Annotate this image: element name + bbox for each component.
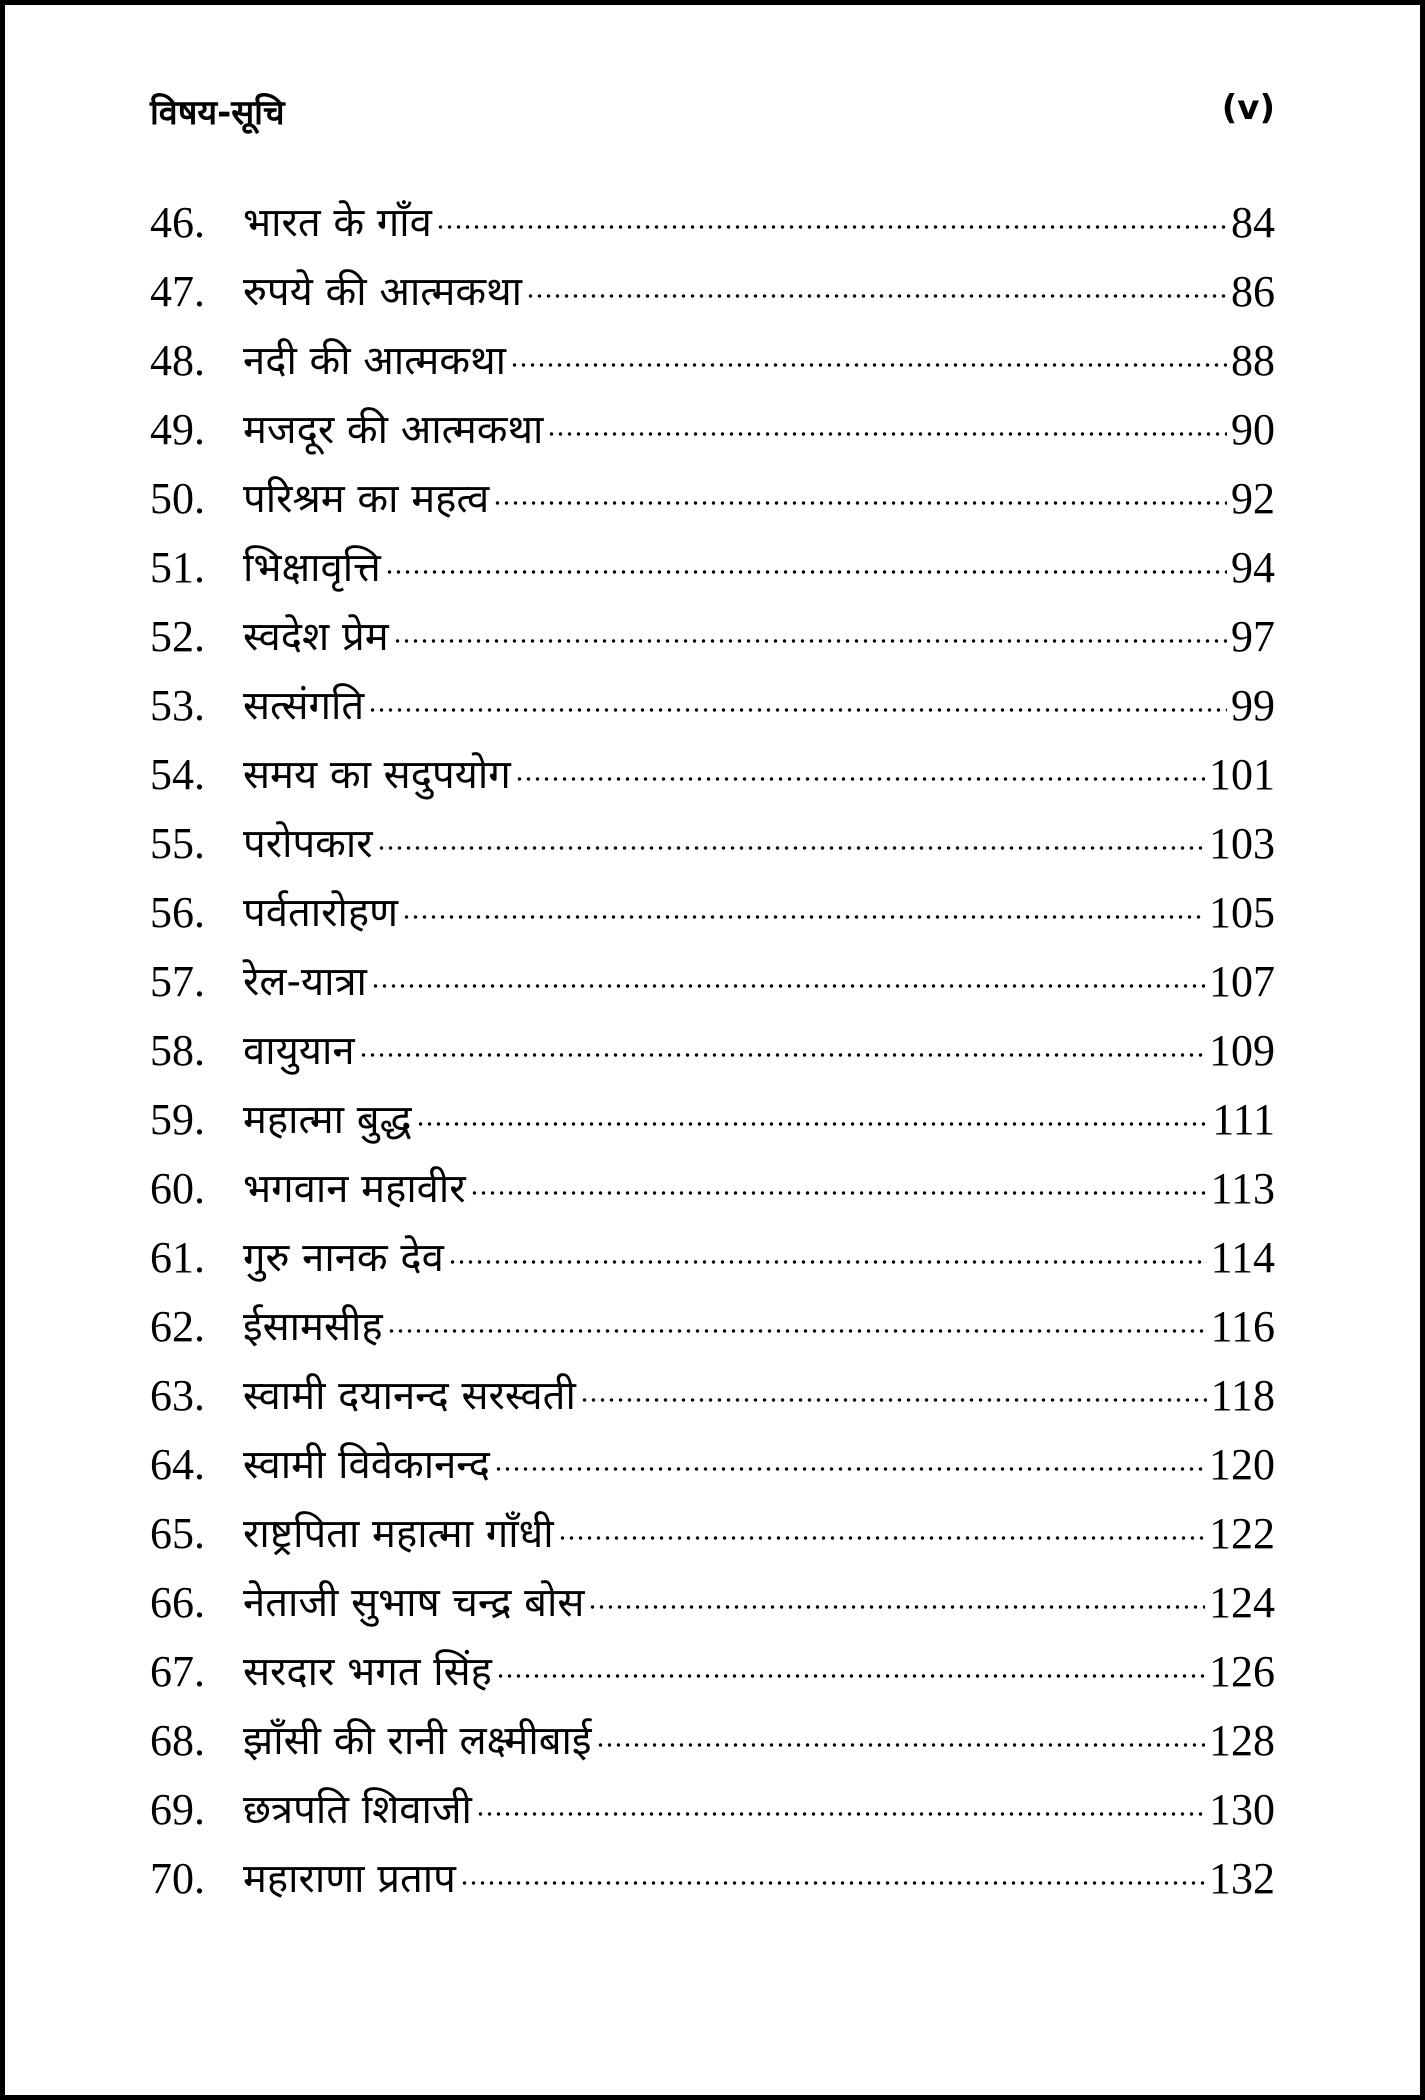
toc-entry-number: 58.: [150, 1025, 205, 1075]
dot-leader: [588, 1597, 1205, 1617]
toc-entry: [150, 1430, 1275, 1499]
toc-entry: [150, 1568, 1275, 1637]
toc-entry-title: रेल-यात्रा: [243, 958, 367, 1005]
toc-entry-title: गुरु नानक देव: [243, 1234, 444, 1281]
toc-entry-number: 57.: [150, 956, 205, 1006]
toc-entry: [150, 1775, 1275, 1844]
page-title: विषय-सूचि: [150, 93, 285, 133]
toc-entry-page: 92: [1231, 473, 1275, 523]
toc-entry-title: नदी की आत्मकथा: [243, 337, 506, 384]
toc-entry: [150, 809, 1275, 878]
toc-entry-page: 86: [1231, 266, 1275, 316]
toc-entry-page: 130: [1209, 1784, 1275, 1834]
toc-entry-title: परोपकार: [243, 820, 373, 867]
dot-leader: [377, 838, 1205, 858]
dot-leader: [387, 1321, 1207, 1341]
toc-entry-number: 50.: [150, 473, 205, 523]
toc-entry-page: 107: [1209, 956, 1275, 1006]
toc-entry-title: परिश्रम का महत्व: [243, 475, 490, 522]
toc-entry: [150, 1637, 1275, 1706]
toc-entry: [150, 1292, 1275, 1361]
dot-leader: [526, 286, 1227, 306]
toc-entry-number: 52.: [150, 611, 205, 661]
toc-entry-title: सरदार भगत सिंह: [243, 1648, 492, 1695]
dot-leader: [496, 1666, 1205, 1686]
toc-entry: [150, 1085, 1275, 1154]
toc-entry-page: 105: [1209, 887, 1275, 937]
toc-entry-page: 88: [1231, 335, 1275, 385]
toc-entry-title: वायुयान: [243, 1027, 355, 1074]
dot-leader: [476, 1804, 1205, 1824]
toc-entry-number: 60.: [150, 1163, 205, 1213]
toc-entry-page: 99: [1231, 680, 1275, 730]
toc-entry-title: सत्संगति: [243, 682, 365, 729]
dot-leader: [494, 1459, 1205, 1479]
toc-entry-title: स्वामी दयानन्द सरस्वती: [243, 1372, 576, 1419]
toc-entry-page: 103: [1209, 818, 1275, 868]
toc-entry-number: 66.: [150, 1577, 205, 1627]
toc-entry: [150, 326, 1275, 395]
toc-entry-title: महाराणा प्रताप: [243, 1855, 456, 1902]
toc-entry-number: 68.: [150, 1715, 205, 1765]
toc-entry-page: 111: [1212, 1094, 1275, 1144]
dot-leader: [385, 562, 1227, 582]
toc-entry-page: 113: [1210, 1163, 1275, 1213]
toc-entry-number: 47.: [150, 266, 205, 316]
toc-entry-page: 126: [1209, 1646, 1275, 1696]
toc-entry-page: 122: [1209, 1508, 1275, 1558]
page-header: [150, 80, 1275, 140]
toc-entry-title: समय का सदुपयोग: [243, 751, 511, 798]
toc-entry: [150, 533, 1275, 602]
toc-entry-title: रुपये की आत्मकथा: [243, 268, 523, 315]
dot-leader: [359, 1045, 1205, 1065]
toc-entry-title: भारत के गाँव: [243, 199, 432, 246]
toc-entry-page: 84: [1231, 197, 1275, 247]
toc-entry-number: 53.: [150, 680, 205, 730]
toc-entry-page: 132: [1209, 1853, 1275, 1903]
dot-leader: [558, 1528, 1205, 1548]
toc-entry-title: महात्मा बुद्ध: [243, 1096, 412, 1143]
dot-leader: [371, 976, 1205, 996]
toc-entry-title: राष्ट्रपिता महात्मा गाँधी: [243, 1510, 554, 1557]
toc-entry-page: 94: [1231, 542, 1275, 592]
toc-entry: [150, 1844, 1275, 1913]
toc-entry-number: 64.: [150, 1439, 205, 1489]
toc-entry-title: झाँसी की रानी लक्ष्मीबाई: [243, 1717, 592, 1764]
page-number: (v): [1221, 88, 1275, 128]
toc-entry-page: 128: [1209, 1715, 1275, 1765]
toc-entry-page: 109: [1209, 1025, 1275, 1075]
toc-entry-title: भगवान महावीर: [243, 1165, 466, 1212]
toc-entry: [150, 947, 1275, 1016]
toc-entry-number: 59.: [150, 1094, 205, 1144]
dot-leader: [510, 355, 1227, 375]
toc-entry-page: 124: [1209, 1577, 1275, 1627]
toc-entry: [150, 602, 1275, 671]
toc-entry-number: 67.: [150, 1646, 205, 1696]
toc-entry-number: 56.: [150, 887, 205, 937]
toc-entry: [150, 878, 1275, 947]
toc-entry-page: 97: [1231, 611, 1275, 661]
dot-leader: [515, 769, 1205, 789]
dot-leader: [470, 1183, 1207, 1203]
dot-leader: [460, 1873, 1205, 1893]
toc-entry-number: 65.: [150, 1508, 205, 1558]
toc-entry-number: 61.: [150, 1232, 205, 1282]
toc-entry: [150, 1361, 1275, 1430]
toc-entry: [150, 395, 1275, 464]
toc-entry-page: 116: [1210, 1301, 1275, 1351]
toc-entry-number: 70.: [150, 1853, 205, 1903]
toc-entry: [150, 671, 1275, 740]
dot-leader: [393, 631, 1227, 651]
toc-entry-title: ईसामसीह: [243, 1303, 383, 1350]
toc-entry-number: 69.: [150, 1784, 205, 1834]
toc-entry-page: 101: [1209, 749, 1275, 799]
toc-entry: [150, 464, 1275, 533]
toc-entry-number: 51.: [150, 542, 205, 592]
dot-leader: [580, 1390, 1207, 1410]
toc-entry-number: 46.: [150, 197, 205, 247]
toc-entry: [150, 1706, 1275, 1775]
toc-entry-number: 49.: [150, 404, 205, 454]
dot-leader: [368, 700, 1227, 720]
toc-entry-title: नेताजी सुभाष चन्द्र बोस: [243, 1579, 585, 1626]
toc-entry-title: मजदूर की आत्मकथा: [243, 406, 544, 453]
toc-entry-number: 48.: [150, 335, 205, 385]
toc-entry-title: स्वदेश प्रेम: [243, 613, 389, 660]
toc-entry-page: 90: [1231, 404, 1275, 454]
dot-leader: [402, 907, 1205, 927]
toc-entry-page: 120: [1209, 1439, 1275, 1489]
toc-entry: [150, 1154, 1275, 1223]
dot-leader: [448, 1252, 1207, 1272]
toc-entry: [150, 1499, 1275, 1568]
dot-leader: [596, 1735, 1205, 1755]
toc-entry-page: 114: [1210, 1232, 1275, 1282]
dot-leader: [436, 217, 1227, 237]
toc-entry-title: स्वामी विवेकानन्द: [243, 1441, 490, 1488]
dot-leader: [547, 424, 1227, 444]
dot-leader: [416, 1114, 1209, 1134]
toc-entry-number: 62.: [150, 1301, 205, 1351]
toc-entry-number: 55.: [150, 818, 205, 868]
toc-entry-page: 118: [1210, 1370, 1275, 1420]
toc-entry-number: 63.: [150, 1370, 205, 1420]
toc-entry: [150, 257, 1275, 326]
toc-entry-title: छत्रपति शिवाजी: [243, 1786, 472, 1833]
toc-entry-number: 54.: [150, 749, 205, 799]
dot-leader: [493, 493, 1227, 513]
toc-entry: [150, 1016, 1275, 1085]
toc-entry: [150, 740, 1275, 809]
toc-entry: [150, 188, 1275, 257]
toc-entry: [150, 1223, 1275, 1292]
toc-entry-title: पर्वतारोहण: [243, 889, 398, 936]
toc-entry-title: भिक्षावृत्ति: [243, 544, 381, 591]
table-of-contents: [150, 188, 1275, 1913]
